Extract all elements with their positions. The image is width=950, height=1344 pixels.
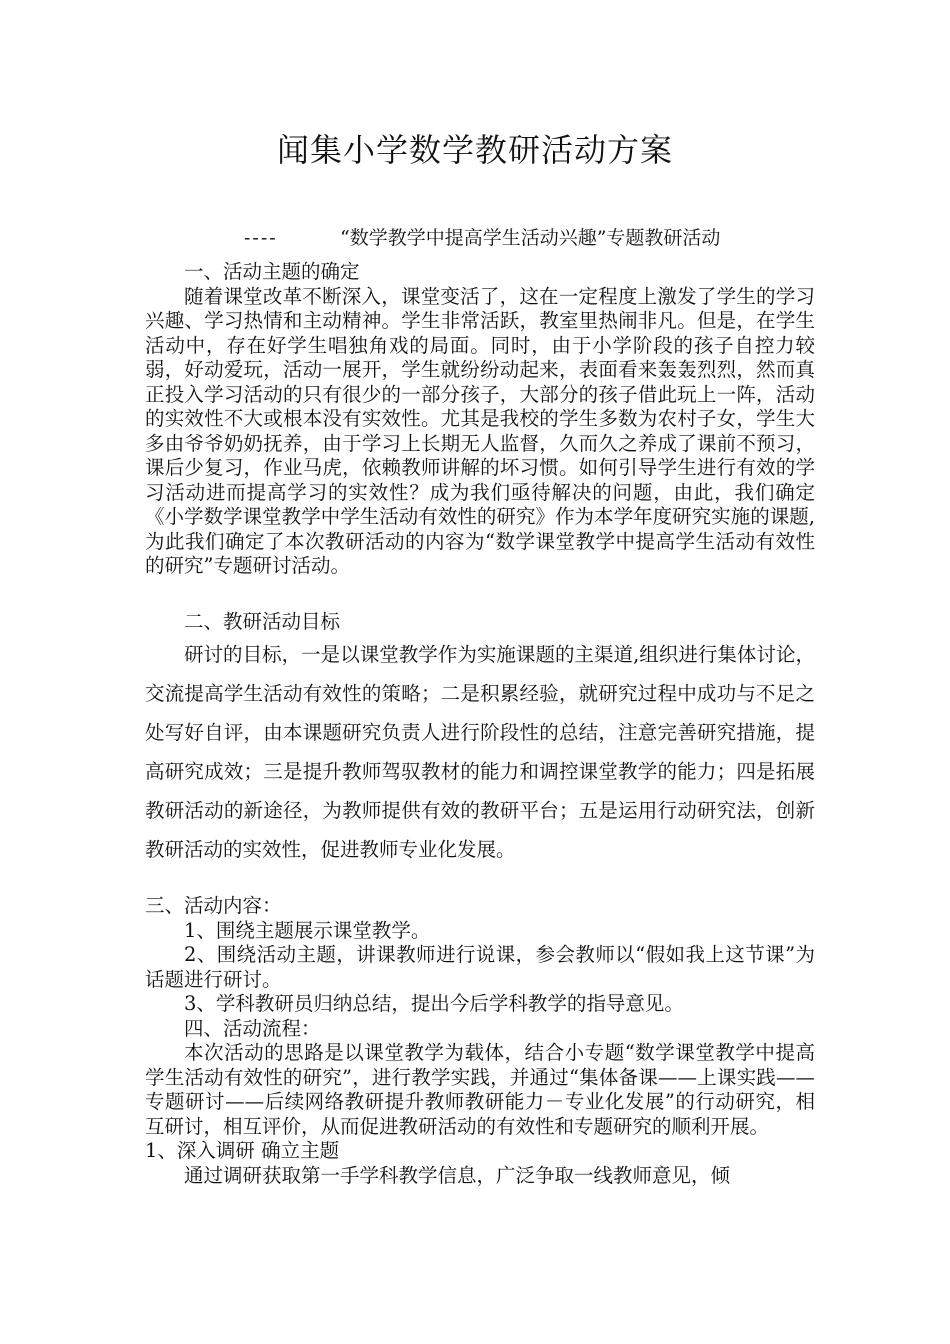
section-2-heading: 二、教研活动目标 bbox=[184, 610, 341, 633]
section-4-sub-1-heading: 1、深入调研 确立主题 bbox=[145, 1139, 340, 1162]
section-3-item-2: 2、围绕活动主题，讲课教师进行说课，参会教师以“假如我上这节课”为话题进行研讨。 bbox=[145, 943, 815, 991]
section-1-heading: 一、活动主题的确定 bbox=[184, 260, 360, 283]
section-1 bbox=[145, 260, 815, 579]
subtitle-dash: ---- bbox=[244, 227, 278, 249]
section-4-sub-1-paragraph: 通过调研获取第一手学科教学信息，广泛争取一线教师意见，倾 bbox=[184, 1163, 731, 1187]
section-4-paragraph: 本次活动的思路是以课堂教学为载体，结合小专题“数学课堂教学中提高学生活动有效性的研究”，进行教学实践，并通过“集体备课——上课实践——专题研讨——后续网络教研提升教师教研能力－专业化发展”的行动研究，相互研讨，相互评价，从而促进教研活动的有效性和专题研究的顺利开展。 bbox=[145, 1041, 815, 1138]
document-title: 闻集小学数学教研活动方案 bbox=[276, 131, 673, 169]
document-subtitle bbox=[244, 224, 864, 252]
section-3-heading: 三、活动内容： bbox=[145, 894, 282, 917]
section-3-4 bbox=[145, 894, 815, 1188]
section-3-item-1: 1、围绕主题展示课堂教学。 bbox=[184, 918, 431, 942]
section-3-item-3: 3、学科教研员归纳总结，提出今后学科教学的指导意见。 bbox=[184, 992, 684, 1015]
section-1-paragraph: 随着课堂改革不断深入，课堂变活了，这在一定程度上激发了学生的学习兴趣、学习热情和主动精神。学生非常活跃，教室里热闹非凡。但是，在学生活动中，存在好学生唱独角戏的局面。同时，由于小学阶段的孩子自控力较弱，好动爱玩，活动一展开，学生就纷纷动起来，表面看来轰轰烈烈，然而真正投入学习活动的只有很少的一部分孩子，大部分的孩子借此玩上一阵，活动的实效性不大或根本没有实效性。尤其是我校的学生多数为农村子女，学生大多由爷爷奶奶抚养，由于学习上长期无人监督，久而久之养成了课前不预习，课后少复习，作业马虎，依赖教师讲解的坏习惯。如何引导学生进行有效的学习活动进而提高学习的实效性？成为我们亟待解决的问题，由此，我们确定《小学数学课堂教学中学生活动有效性的研究》作为本学年度研究实施的课题,为此我们确定了本次教研活动的内容为“数学课堂教学中提高学生活动有效性的研究”专题研讨活动。 bbox=[145, 284, 815, 577]
section-2 bbox=[145, 610, 815, 869]
section-2-paragraph: 研讨的目标，一是以课堂教学作为实施课题的主渠道,组织进行集体讨论，交流提高学生活动有效性的策略；二是积累经验，就研究过程中成功与不足之处写好自评，由本课题研究负责人进行阶段性的总结，注意完善研究措施，提高研究成效；三是提升教师驾驭教材的能力和调控课堂教学的能力；四是拓展教研活动的新途径，为教师提供有效的教研平台；五是运用行动研究法，创新教研活动的实效性，促进教师专业化发展。 bbox=[145, 642, 815, 861]
subtitle-text: “数学教学中提高学生活动兴趣”专题教研活动 bbox=[340, 227, 721, 249]
section-4-heading: 四、活动流程： bbox=[184, 1016, 321, 1040]
